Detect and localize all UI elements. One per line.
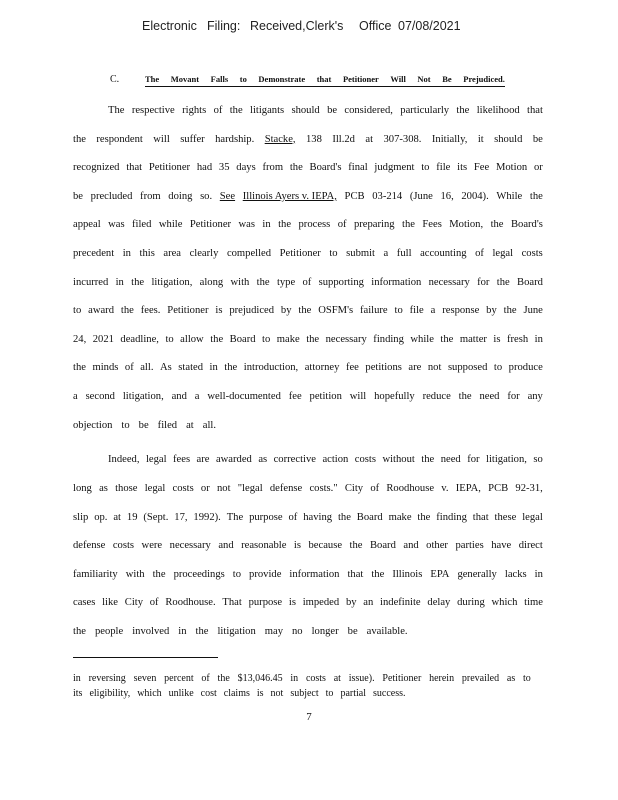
text-line: a second litigation, and a well-documented fee petition will hopefully reduce the need for any — [73, 390, 543, 402]
section-title-word: Not — [417, 74, 431, 84]
section-heading — [110, 74, 510, 90]
section-title-word: to — [239, 74, 247, 84]
header-date: 07/08/2021 — [398, 19, 461, 33]
text-line: be precluded from doing so. See Illinois Ayers v. IEPA, PCB 03-214 (June 16, 2004). While the — [73, 190, 543, 202]
footnote — [73, 671, 531, 701]
text-line: defense costs were necessary and reasonable is because the Board and other parties have direct — [73, 540, 543, 552]
text-line: familiarity with the proceedings to provide information that the Illinois EPA generally lacks in — [73, 568, 543, 580]
text-line: appeal was filed while Petitioner was in the process of preparing the Fees Motion, the Board's — [73, 219, 543, 231]
text-line: the respondent will suffer hardship. Stacke, 138 Ill.2d at 307-308. Initially, it should be — [73, 133, 543, 145]
text-line: the people involved in the litigation may no longer be available. — [73, 625, 408, 637]
text-line: slip op. at 19 (Sept. 17, 1992). The purpose of having the Board make the finding that these legal — [73, 511, 543, 523]
text-line: recognized that Petitioner had 35 days from the Board's final judgment to file its Fee Motion or — [73, 162, 543, 174]
section-title-word: Will — [390, 74, 406, 84]
text-line: long as those legal costs or not "legal defense costs." City of Roodhouse v. IEPA, PCB 92-31, — [73, 482, 543, 494]
section-title-word: Be — [442, 74, 452, 84]
text-line: cases like City of Roodhouse. That purpose is impeded by an indefinite delay during which time — [73, 597, 543, 609]
section-title-word: that — [316, 74, 332, 84]
header-electronic: Electronic — [142, 19, 197, 33]
text-line: 24, 2021 deadline, to allow the Board to make the necessary finding while the matter is fresh in — [73, 333, 543, 345]
section-title-word: Falls — [210, 74, 229, 84]
footnote-line: its eligibility, which unlike cost claims is not subject to partial success. — [73, 688, 406, 699]
header-received: Received,Clerk's — [250, 19, 344, 33]
text-line: to award the fees. Petitioner is prejudiced by the OSFM's failure to file a response by the June — [73, 305, 543, 317]
section-title-word: Prejudiced. — [463, 74, 505, 84]
text-line: The respective rights of the litigants should be considered, particularly the likelihood that — [108, 105, 543, 116]
footnote-line: in reversing seven percent of the $13,046.45 in costs at issue). Petitioner herein prevailed as to — [73, 673, 531, 684]
page-number: 7 — [306, 711, 312, 723]
text-line: Indeed, legal fees are awarded as corrective action costs without the need for litigation, so — [108, 454, 543, 466]
section-title-word: Movant — [170, 74, 200, 84]
text-line: incurred in the litigation, along with the type of supporting information necessary for the Board — [73, 276, 543, 288]
section-title-word: The — [145, 74, 160, 84]
text-line: the minds of all. As stated in the introduction, attorney fee petitions are not supposed to produce — [73, 362, 543, 374]
header-office: Office — [359, 19, 392, 33]
filing-header — [0, 19, 618, 39]
header-filing: Filing: — [207, 19, 241, 33]
section-letter: C. — [110, 74, 120, 85]
section-title-word: Demonstrate — [258, 74, 306, 84]
text-line: precedent in this area clearly compelled Petitioner to submit a full accounting of legal costs — [73, 247, 543, 259]
footnote-separator — [73, 657, 218, 658]
body-text — [73, 97, 543, 646]
section-title-word: Petitioner — [342, 74, 379, 84]
text-line: objection to be filed at all. — [73, 419, 216, 431]
section-title — [145, 74, 505, 87]
